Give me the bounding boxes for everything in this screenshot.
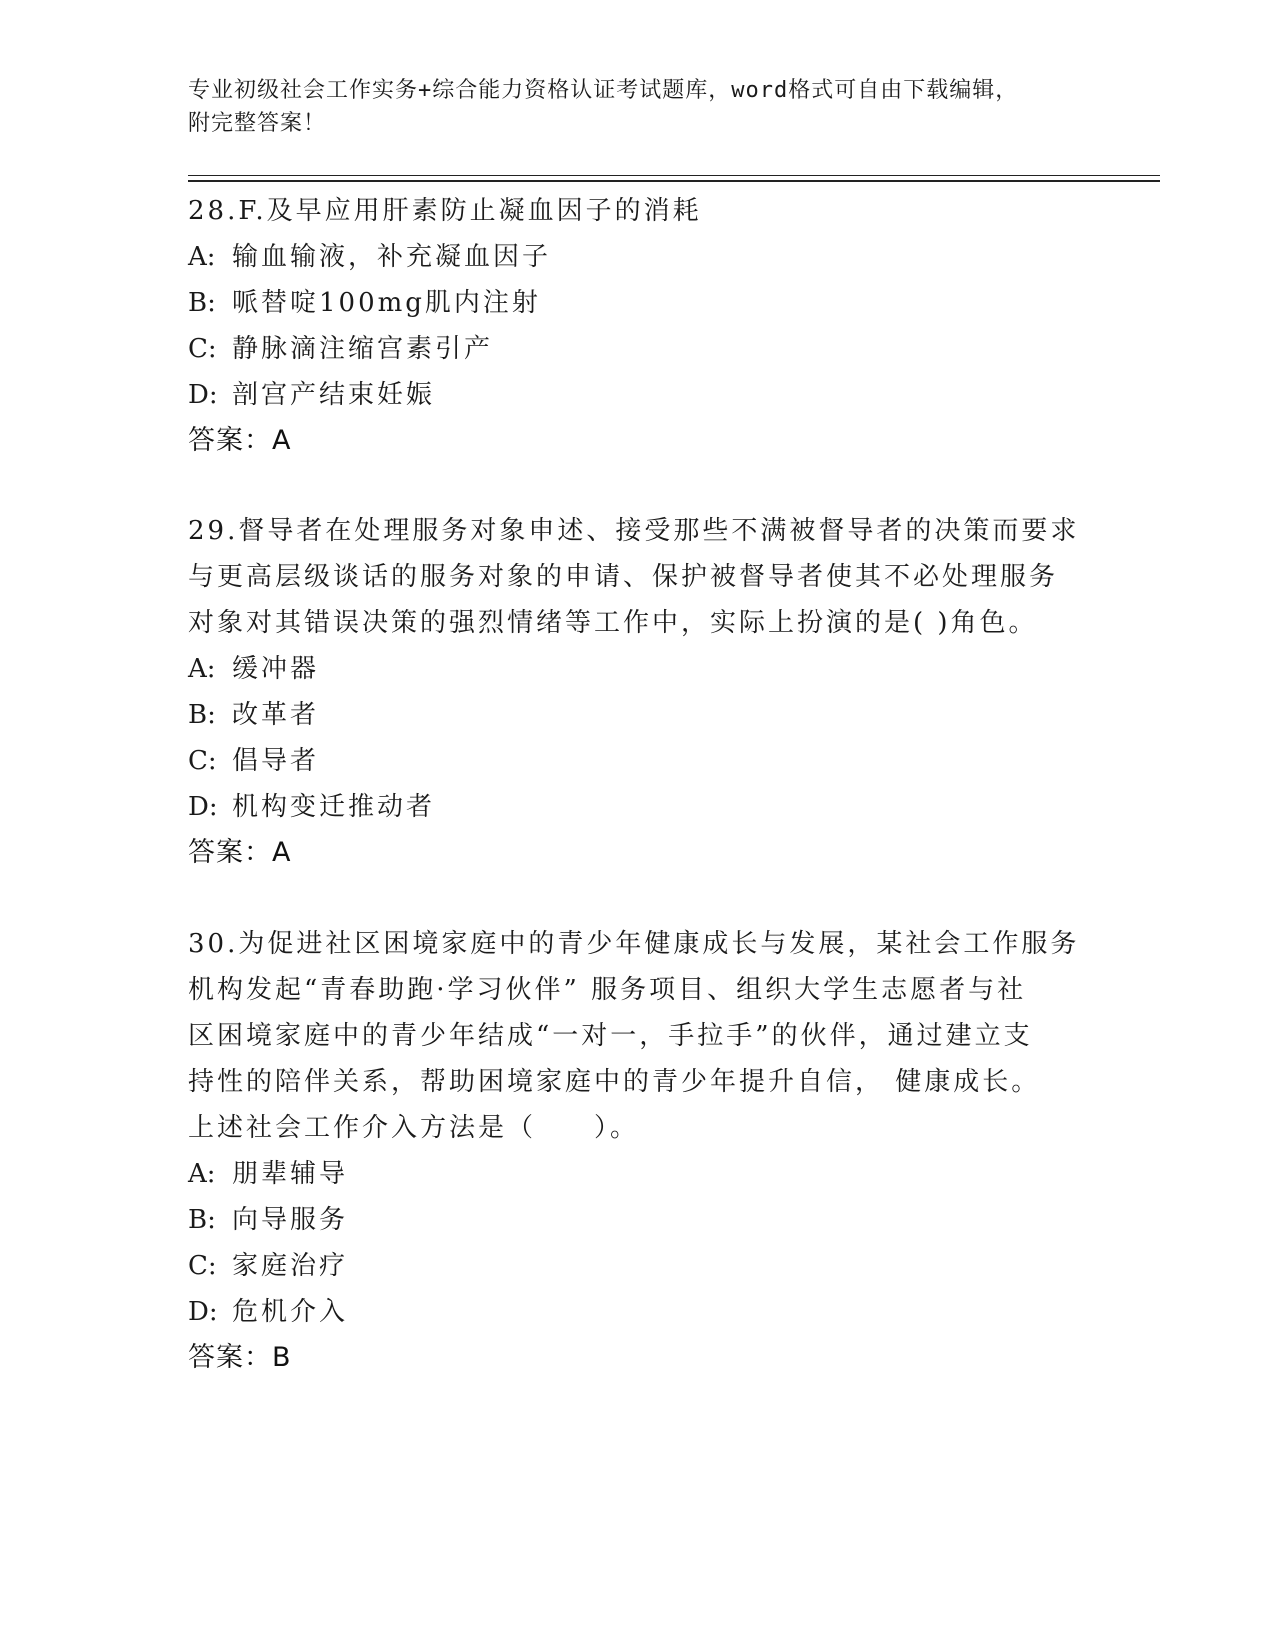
option-letter: A: [188, 654, 216, 684]
option-text: 向导服务 [232, 1205, 349, 1235]
answer-line: 答案：A [188, 425, 292, 456]
option-a [188, 234, 1088, 280]
option-text: 哌替啶100mg肌内注射 [232, 288, 541, 318]
option-a [188, 646, 1088, 692]
header-divider-thick [188, 180, 1160, 182]
answer-line: 答案：A [188, 837, 292, 868]
question-stem-line: 持性的陪伴关系，帮助困境家庭中的青少年提升自信， 健康成长。 [188, 1067, 1041, 1097]
option-a [188, 1151, 1088, 1197]
option-text: 缓冲器 [232, 654, 320, 684]
question-stem-line: 与更高层级谈话的服务对象的申请、保护被督导者使其不必处理服务 [188, 562, 1059, 592]
option-letter: C: [188, 1251, 217, 1281]
option-d [188, 1289, 1088, 1335]
option-text: 危机介入 [232, 1297, 349, 1327]
option-b [188, 692, 1088, 738]
option-d [188, 784, 1088, 830]
option-letter: C: [188, 334, 217, 364]
option-text: 倡导者 [232, 746, 320, 776]
option-letter: A: [188, 242, 216, 272]
header-divider-thin [188, 175, 1160, 176]
header-line-1: 专业初级社会工作实务+综合能力资格认证考试题库，word格式可自由下载编辑， [188, 78, 1019, 103]
question-stem-line: 29.督导者在处理服务对象申述、接受那些不满被督导者的决策而要求 [188, 516, 1080, 546]
question-stem-line: 对象对其错误决策的强烈情绪等工作中，实际上扮演的是( )角色。 [188, 608, 1038, 638]
option-text: 改革者 [232, 700, 320, 730]
question-stem-line: 机构发起“青春助跑·学习伙伴” 服务项目、组织大学生志愿者与社 [188, 975, 1027, 1005]
option-letter: D: [188, 1297, 218, 1327]
question-stem-line: 区困境家庭中的青少年结成“一对一，手拉手”的伙伴，通过建立支 [188, 1021, 1033, 1051]
option-text: 朋辈辅导 [232, 1159, 349, 1189]
option-letter: B: [188, 288, 216, 318]
option-text: 输血输液，补充凝血因子 [232, 242, 552, 272]
option-letter: C: [188, 746, 217, 776]
question-28 [188, 188, 1088, 464]
option-letter: A: [188, 1159, 216, 1189]
header-line-2: 附完整答案！ [188, 111, 327, 136]
option-text: 静脉滴注缩宫素引产 [232, 334, 494, 364]
answer-line: 答案：B [188, 1342, 292, 1373]
option-text: 剖宫产结束妊娠 [232, 380, 436, 410]
option-c [188, 738, 1088, 784]
option-b [188, 280, 1088, 326]
option-c [188, 326, 1088, 372]
option-b [188, 1197, 1088, 1243]
question-30 [188, 921, 1088, 1381]
option-text: 机构变迁推动者 [232, 792, 436, 822]
option-d [188, 372, 1088, 418]
option-c [188, 1243, 1088, 1289]
question-stem-line: 上述社会工作介入方法是（ ）。 [188, 1113, 640, 1143]
question-stem-line: 28.F.及早应用肝素防止凝血因子的消耗 [188, 196, 702, 226]
option-letter: D: [188, 380, 218, 410]
option-text: 家庭治疗 [232, 1251, 349, 1281]
question-stem-line: 30.为促进社区困境家庭中的青少年健康成长与发展，某社会工作服务 [188, 929, 1080, 959]
option-letter: B: [188, 700, 216, 730]
document-header [188, 74, 1088, 140]
option-letter: D: [188, 792, 218, 822]
question-29 [188, 508, 1088, 876]
option-letter: B: [188, 1205, 216, 1235]
